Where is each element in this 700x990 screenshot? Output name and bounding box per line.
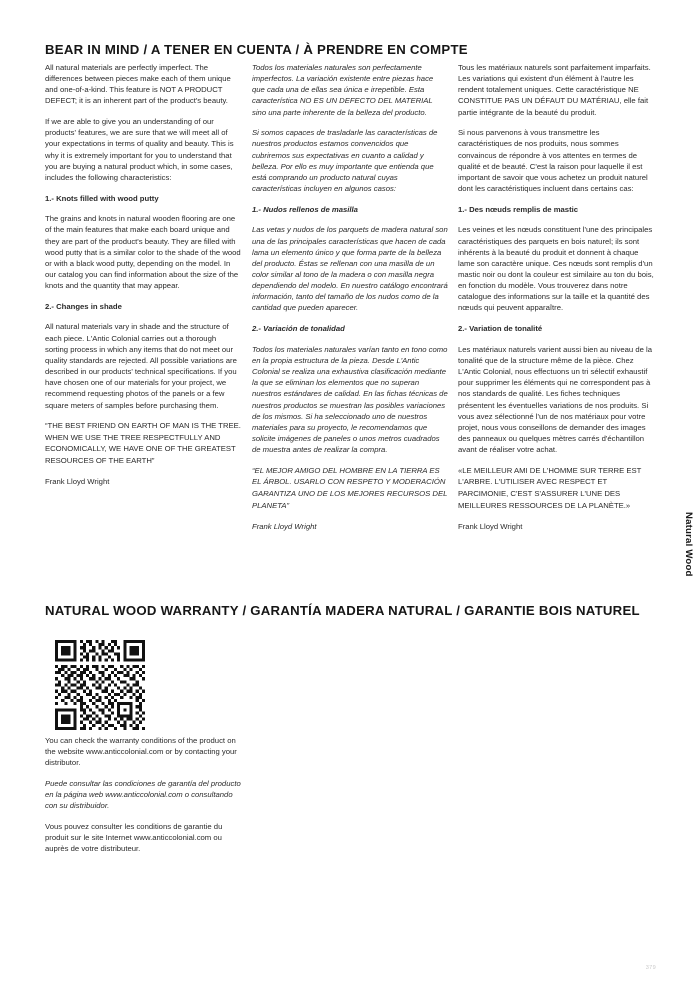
subheading-knots: 1.- Nudos rellenos de masilla [252,204,358,214]
pull-quote: “THE BEST FRIEND ON EARTH OF MAN IS THE TREE. WHEN WE USE THE TREE RESPECTFULLY AND ECONOMICALLY, WE HAVE ONE OF THE GREATEST RESOURCES OF THE EARTH” [45,421,241,465]
subheading-shade: 2.- Changes in shade [45,301,122,311]
page-title-natural-wood-warranty: NATURAL WOOD WARRANTY / GARANTÍA MADERA NATURAL / GARANTIE BOIS NATUREL [45,602,640,618]
paragraph-intro-1: Tous les matériaux naturels sont parfaitement imparfaits. Les variations qui existent d'un élément à l'autre les rendent totalement uniques. Cette caractéristique NE CONSTITUE PAS UN DÉFAUT DU MATÉRIAU, elle fait partie intégrante de la beauté du produit. [458,63,651,117]
paragraph-knots-body: The grains and knots in natural wooden flooring are one of the main features that make each board unique and they are part of the product's beauty. They are filled with wood putty that is a similar color to the shade of the wood or with a black wood putty, depending on the model. In our catalog you can find information about the size of the knots and the quantity that may appear. [45,214,241,291]
page-number: 379 [645,965,656,971]
paragraph-intro-2: If we are able to give you an understanding of our products' features, we are sure that we will meet all of your expectations in terms of quality and beauty. This is why it is extremely important for you to understand that you are buying a natural product which, in some cases, includes the following characteristics: [45,117,234,182]
section-tab-natural-wood: Natural Wood [683,512,694,577]
quote-attribution: Frank Lloyd Wright [252,521,317,531]
paragraph-shade-body: Les matériaux naturels varient aussi bien au niveau de la tonalité que de la structure même de la pièce. Chez L'Antic Colonial, nous effectuons un tri sélectif exhaustif pour supprimer les éléments qui ne correspondent pas à nos standards de qualité. Les fiches techniques présentent les éventuelles variations de nos produits. Si vous avez sélectionné l'un de nos matériaux pour votre projet, nous vous conseillons de demander des images des panneaux ou quelques mètres carrés d'échantillon avant de réaliser votre achat. [458,344,653,455]
paragraph-intro-2: Si nous parvenons à vous transmettre les caractéristiques de nos produits, nous sommes convaincus de répondre à vos attentes en termes de qualité et de beauté. C'est la raison pour laquelle il est important de savoir que vous achetez un produit naturel dont les caractéristiques incluent dans certains cas: [458,128,648,194]
subheading-shade: 2.- Variation de tonalité [458,324,543,334]
text-column-french [458,62,654,532]
paragraph-intro-2: Si somos capaces de trasladarle las características de nuestros productos estamos convencidos que cubriremos sus expectativas en cuanto a calidad y belleza. Por ello es muy importante que entienda que está comprando un producto natural cuyas características incluyen en algunos casos: [252,128,438,194]
quote-attribution: Frank Lloyd Wright [45,477,110,487]
warranty-conditions-note [45,735,241,854]
paragraph-knots-body: Les veines et les nœuds constituent l'une des principales caractéristiques des parquets en bois naturel; ils sont inhérents à la beauté du produit et donnent à chaque lame son caractère unique. Ces nœuds sont remplis d'un mastic noir ou dont la couleur est similaire au ton du bois, en fonction du modèle. Vous trouverez dans notre catalogue des informations sur la taille et la quantité des nœuds qui peuvent apparaître. [458,225,654,313]
quote-attribution: Frank Lloyd Wright [458,521,523,531]
warranty-note-english: You can check the warranty conditions of the product on the website www.anticcolonial.com or by contacting your distributor. [45,736,237,768]
pull-quote: “EL MEJOR AMIGO DEL HOMBRE EN LA TIERRA ES EL ÁRBOL. USARLO CON RESPETO Y MODERACIÓN GARANTIZA UNO DE LOS MEJORES RECURSOS DEL PLANETA” [252,465,448,510]
paragraph-shade-body: Todos los materiales naturales varían tanto en tono como en la propia estructura de la pieza. Desde L'Antic Colonial se realiza una exhaustiva clasificación mediante la que se eliminan los elementos que no superan nuestros estándares de calidad. En las fichas técnicas de nuestros productos se muestran las posibles variaciones de los mismos. Si ha seleccionado uno de nuestros materiales para su proyecto, le recomendamos que solicite imágenes de paneles o unos metros cuadrados de muestra antes de realizar la compra. [252,344,448,455]
paragraph-knots-body: Las vetas y nudos de los parquets de madera natural son una de las principales características que hacen de cada lama un elemento único y que forma parte de la belleza del producto. Éstas se rellenan con una masilla de un color similar al tono de la madera o con masilla negra dependiendo del modelo. En nuestro catálogo encontrará información, tanto del tamaño de los nudos como de la cantidad que pueden aparecer. [252,225,448,313]
subheading-shade: 2.- Variación de tonalidad [252,324,345,334]
text-column-spanish [252,62,448,532]
qr-code-icon [55,640,145,730]
page-title-bear-in-mind: BEAR IN MIND / A TENER EN CUENTA / À PRENDRE EN COMPTE [45,41,468,57]
paragraph-intro-1: All natural materials are perfectly imperfect. The differences between pieces make each of them unique and one-of-a-kind. This feature is NOT A PRODUCT DEFECT; it is an inherent part of the product's beauty. [45,63,231,106]
paragraph-intro-1: Todos los materiales naturales son perfectamente imperfectos. La variación existente entre piezas hace que cada una de ellas sea única e irrepetible. Esta característica NO ES UN DEFECTO DEL MATERIAL sino una parte inherente de la belleza del producto. [252,63,434,117]
warranty-note-spanish: Puede consultar las condiciones de garantía del producto en la página web www.anticcolonial.com o consultando con su distribuidor. [45,778,241,811]
paragraph-shade-body: All natural materials vary in shade and the structure of each piece. L'Antic Colonial carries out a thorough sorting process in which any items that do not meet our quality standards are rejected. All possible variations are described in our products' technical specifications. If you have chosen one of our materials for your project, we recommend requesting photos of the panels or a few square meters of samples before purchasing them. [45,322,237,410]
warranty-note-french: Vous pouvez consulter les conditions de garantie du produit sur le site Internet www.anticcolonial.com ou auprès de votre distributeur. [45,821,223,854]
pull-quote: «LE MEILLEUR AMI DE L'HOMME SUR TERRE EST L'ARBRE. L'UTILISER AVEC RESPECT ET PARCIMONIE, C'EST S'ASSURER L'UNE DES MEILLEURES RESSOURCES DE LA PLANÈTE.» [458,465,642,510]
subheading-knots: 1.- Knots filled with wood putty [45,193,159,203]
subheading-knots: 1.- Des nœuds remplis de mastic [458,204,579,214]
text-column-english [45,62,241,487]
